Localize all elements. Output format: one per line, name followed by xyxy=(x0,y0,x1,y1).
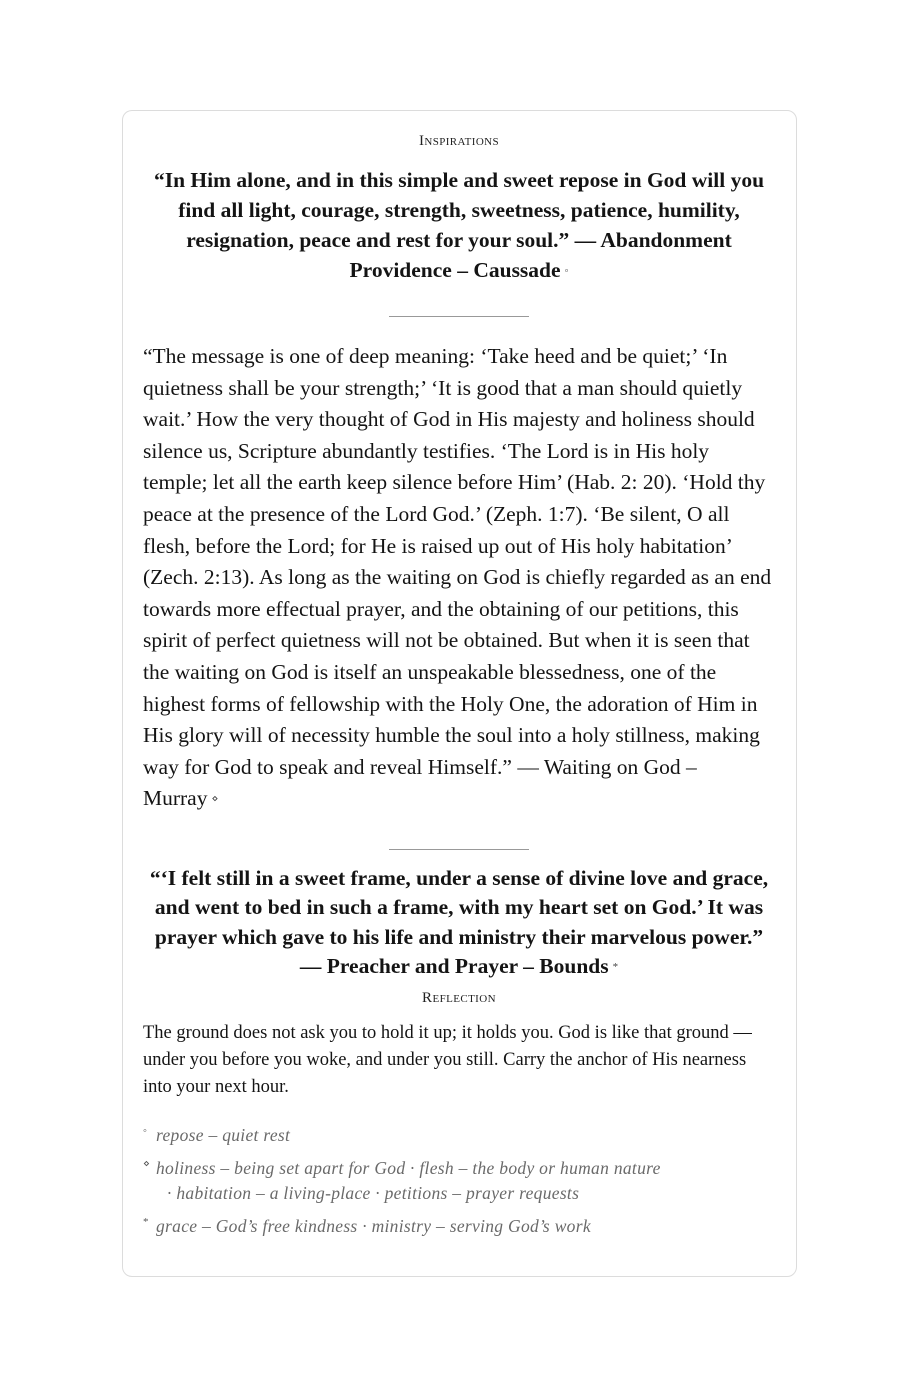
quote-text: “The message is one of deep meaning: ‘Take heed and be quiet;’ ‘In quietness shall be your strength;’ ‘It is good that a man should quietly wait.’ How the very thought of God in His majesty and holiness should silence us, Scripture abundantly testifies. ‘The Lord is in His holy temple; let all the earth keep silence before Him’ (Hab. 2: 20). ‘Hold thy peace at the presence of the Lord God.’ (Zeph. 1:7). ‘Be silent, O all flesh, before the Lord; for He is raised up out of His holy habitation’ (Zech. 2:13). As long as the waiting on God is chiefly regarded as an end towards more effectual prayer, and the obtaining of our petitions, this spirit of perfect quietness will not be obtained. But when it is seen that the waiting on God is itself an unspeakable blessedness, one of the highest forms of fellowship with the Holy One, the adoration of Him in His glory will of necessity humble the soul into a holy stillness, making way for God to speak and reveal Himself.” — Waiting on God – Murray xyxy=(143,344,772,811)
inspirations-card xyxy=(122,110,797,1277)
footnote-marker: ◦ xyxy=(564,265,569,277)
section-divider xyxy=(389,849,529,850)
quote-text: “‘I felt still in a sweet frame, under a sense of divine love and grace, and went to bed in such a frame, with my heart set on God.’ It was prayer which gave to his life and ministry their marvelous power.” — Preacher and Prayer – Bounds xyxy=(149,865,769,979)
footnote-marker: * xyxy=(143,1215,149,1228)
glossary-entry xyxy=(143,1123,775,1148)
glossary-line: · habitation – a living-place · petitions – prayer requests xyxy=(167,1182,580,1203)
footnote-marker: ⋄ xyxy=(211,793,219,806)
inspirations-heading: Inspirations xyxy=(418,133,500,149)
glossary-line: repose – quiet rest xyxy=(156,1124,291,1145)
glossary-entry xyxy=(143,1156,775,1206)
glossary-line: holiness – being set apart for God · flesh – the body or human nature xyxy=(156,1157,661,1178)
quote-text: “In Him alone, and in this simple and sweet repose in God will you find all light, courage, strength, sweetness, patience, humility, resignation, peace and rest for your soul.” — Abandonment Providence – Caussade xyxy=(153,168,765,282)
reflection-text: The ground does not ask you to hold it up; it holds you. God is like that ground — under you before you woke, and under you still. Carry the anchor of His nearness into your next hour. xyxy=(143,1022,752,1097)
quote-bounds xyxy=(143,864,775,986)
quote-murray xyxy=(143,341,775,819)
reflection-heading: Reflection xyxy=(422,989,496,1006)
glossary-line: grace – God’s free kindness · ministry – serving God’s work xyxy=(156,1215,591,1236)
glossary xyxy=(143,1123,775,1239)
footnote-marker: * xyxy=(612,961,619,974)
footnote-marker: ⋄ xyxy=(143,1157,151,1170)
glossary-entry xyxy=(143,1214,775,1239)
section-divider xyxy=(389,316,529,317)
quote-caussade xyxy=(143,165,775,289)
footnote-marker: ◦ xyxy=(143,1124,148,1137)
